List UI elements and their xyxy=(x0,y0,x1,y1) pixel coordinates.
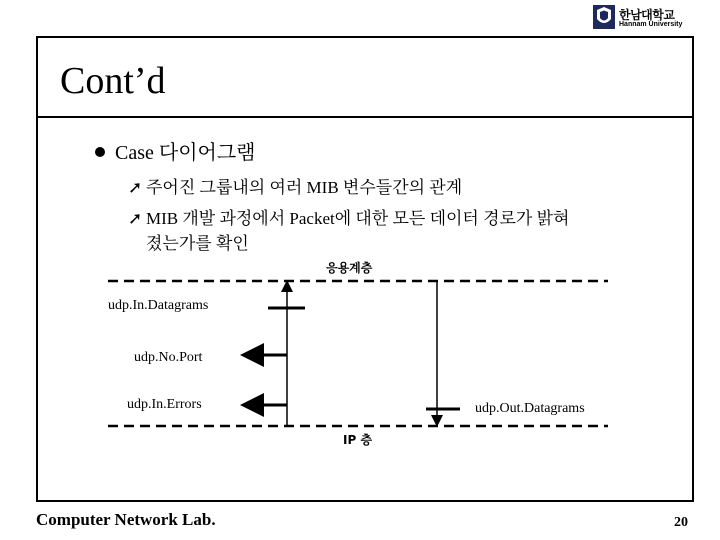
bullet-case-diagram: Case 다이어그램 xyxy=(115,142,256,164)
sub-bullet-arrow-icon: ➚ xyxy=(128,209,143,228)
udp-out-datagrams-label: udp.Out.Datagrams xyxy=(475,401,585,416)
udp-no-port-label: udp.No.Port xyxy=(134,350,203,365)
sub-item-data-path: MIB 개발 과정에서 Packet에 대한 모든 데이터 경로가 밝혀 xyxy=(146,209,570,228)
footer-lab-name: Computer Network Lab. xyxy=(36,510,216,529)
udp-in-errors-label: udp.In.Errors xyxy=(127,397,202,412)
udp-in-datagrams-label: udp.In.Datagrams xyxy=(108,298,209,313)
sub-item-data-path-cont: 졌는가를 확인 xyxy=(146,234,249,253)
page-number: 20 xyxy=(674,515,688,530)
sub-item-relations: 주어진 그룹내의 여러 MIB 변수들간의 관계 xyxy=(146,178,463,197)
university-name: 한남대학교 xyxy=(619,8,675,22)
ip-layer-label: IP 층 xyxy=(343,433,373,447)
application-layer-label: 응용계층 xyxy=(326,261,373,275)
sub-bullet-arrow-icon: ➚ xyxy=(128,178,143,197)
university-subtitle: Hannam University xyxy=(619,21,683,28)
slide-title: Cont’d xyxy=(60,60,166,102)
